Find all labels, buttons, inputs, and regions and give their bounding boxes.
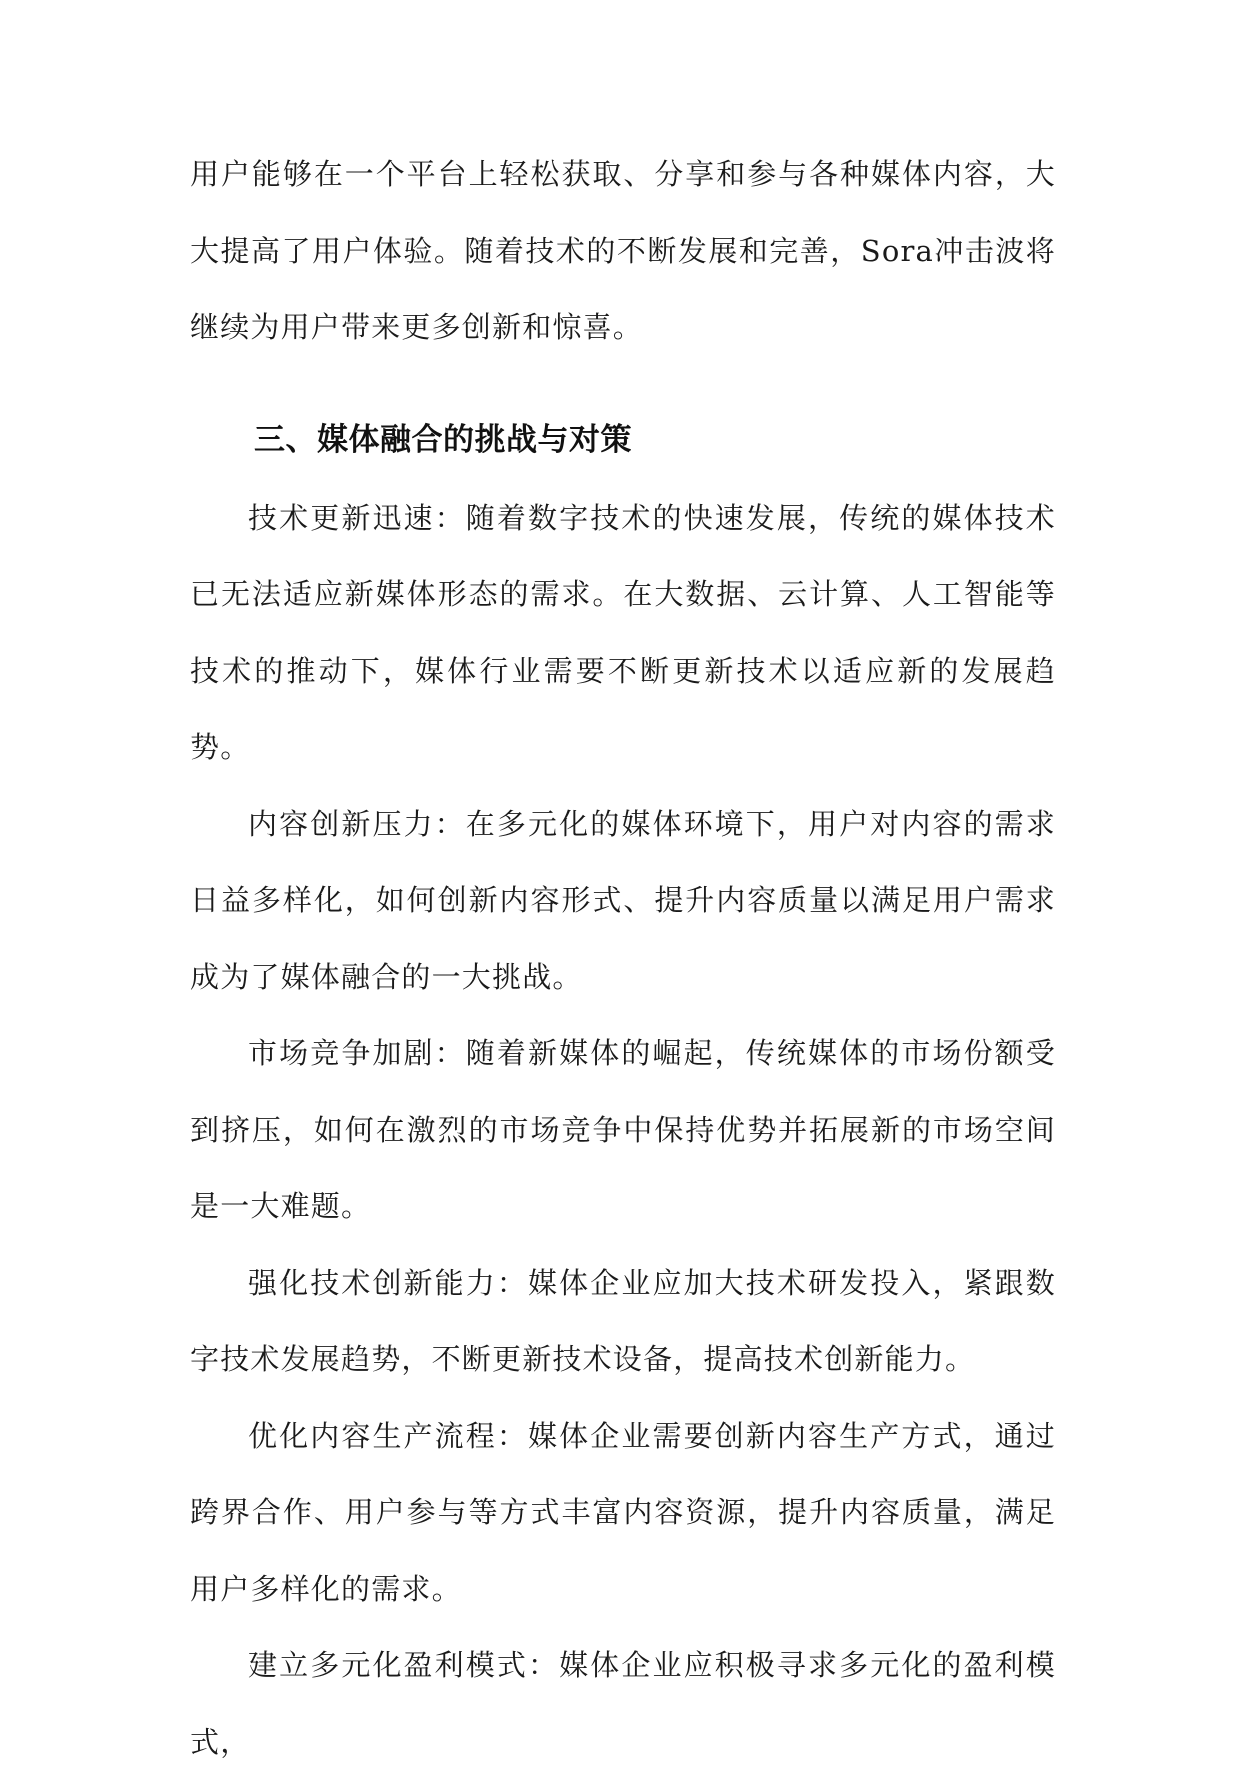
paragraph-content-pressure: 内容创新压力：在多元化的媒体环境下，用户对内容的需求日益多样化，如何创新内容形式、提升内容质量以满足用户需求成为了媒体融合的一大挑战。 [190, 806, 1056, 994]
intro-paragraph: 用户能够在一个平台上轻松获取、分享和参与各种媒体内容，大大提高了用户体验。随着技术的不断发展和完善，Sora冲击波将继续为用户带来更多创新和惊喜。 [190, 157, 1056, 344]
section-heading: 三、媒体融合的挑战与对策 [254, 421, 632, 458]
paragraph-content-process: 优化内容生产流程：媒体企业需要创新内容生产方式，通过跨界合作、用户参与等方式丰富内容资源，提升内容质量，满足用户多样化的需求。 [190, 1418, 1056, 1606]
paragraph-tech-update: 技术更新迅速：随着数字技术的快速发展，传统的媒体技术已无法适应新媒体形态的需求。在大数据、云计算、人工智能等技术的推动下，媒体行业需要不断更新技术以适应新的发展趋势。 [190, 500, 1056, 764]
document-body [190, 136, 1056, 1780]
paragraph-tech-innovation: 强化技术创新能力：媒体企业应加大技术研发投入，紧跟数字技术发展趋势，不断更新技术设备，提高技术创新能力。 [190, 1265, 1056, 1376]
paragraph-profit-model: 建立多元化盈利模式：媒体企业应积极寻求多元化的盈利模式， [190, 1648, 1056, 1759]
paragraph-market-competition: 市场竞争加剧：随着新媒体的崛起，传统媒体的市场份额受到挤压，如何在激烈的市场竞争中保持优势并拓展新的市场空间是一大难题。 [190, 1036, 1056, 1223]
